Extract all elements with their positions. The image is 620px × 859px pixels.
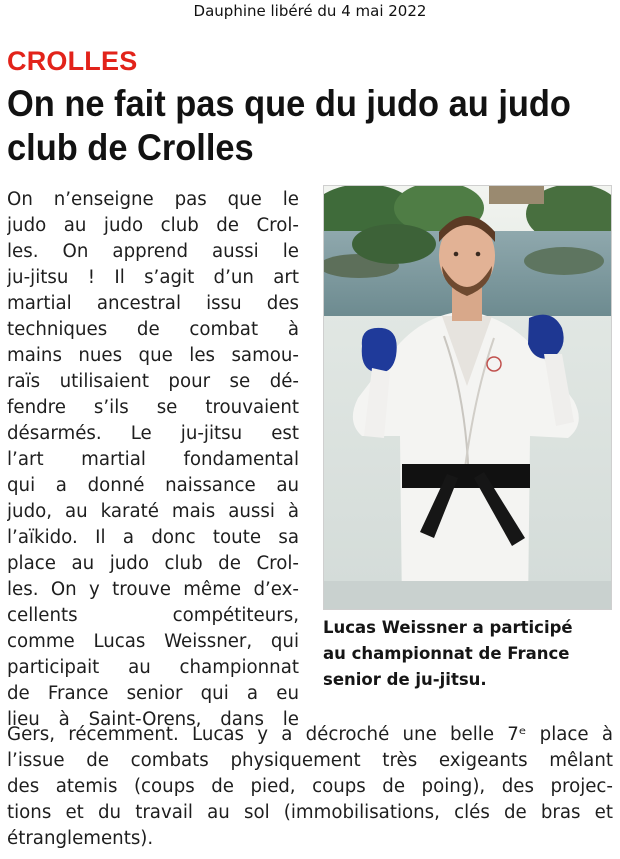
body-line: tions et du travail au sol (immobilisations, clés de bras et: [7, 802, 613, 823]
body-line: des atemis (coups de pied, coups de poing), des projec-: [7, 776, 613, 797]
body-line: judo au judo club de Crol-: [7, 215, 299, 236]
body-line: fendre s’ils se trouvaient: [7, 397, 299, 418]
body-line: cellents compétiteurs,: [7, 605, 299, 626]
caption-line: senior de ju-jitsu.: [323, 670, 487, 689]
body-line: techniques de combat à: [7, 319, 299, 340]
body-line: comme Lucas Weissner, qui: [7, 631, 299, 652]
body-line: ju-jitsu ! Il s’agit d’un art: [7, 267, 299, 288]
body-line: les. On apprend aussi le: [7, 241, 299, 262]
headline-line: On ne fait pas que du judo au judo: [7, 83, 571, 124]
body-line: l’aïkido. Il a donc toute sa: [7, 527, 299, 548]
body-line: qui a donné naissance au: [7, 475, 299, 496]
body-line: place au judo club de Crol-: [7, 553, 299, 574]
body-line: martial ancestral issu des: [7, 293, 299, 314]
body-line: de France senior qui a eu: [7, 683, 299, 704]
body-line: On n’enseigne pas que le: [7, 189, 299, 210]
headline-line: club de Crolles: [7, 127, 254, 168]
body-line: l’art martial fondamental: [7, 449, 299, 470]
athlete-photo-illustration: [324, 186, 611, 609]
caption-line: au championnat de France: [323, 644, 570, 663]
body-line: mains nues que les samou-: [7, 345, 299, 366]
body-line: judo, au karaté mais aussi à: [7, 501, 299, 522]
article-headline: [7, 82, 570, 170]
article-body-full-width: [7, 722, 613, 852]
caption-line: Lucas Weissner a participé: [323, 618, 573, 637]
body-line: désarmés. Le ju-jitsu est: [7, 423, 299, 444]
article-body-left-column: [7, 187, 299, 733]
body-line: l’issue de combats physiquement très exigeants mêlant: [7, 750, 613, 771]
athlete-photo: [323, 185, 612, 610]
body-line: étranglements).: [7, 828, 154, 849]
body-line: Gers, récemment. Lucas y a décroché une belle 7ᵉ place à: [7, 724, 613, 745]
section-kicker: CROLLES: [7, 46, 138, 76]
body-line: raïs utilisaient pour se dé-: [7, 371, 299, 392]
body-line: participait au championnat: [7, 657, 299, 678]
photo-caption: [323, 615, 613, 693]
source-line: Dauphine libéré du 4 mai 2022: [193, 2, 427, 20]
body-line: les. On y trouve même d’ex-: [7, 579, 299, 600]
body-line: lieu à Saint-Orens, dans le: [7, 709, 299, 730]
